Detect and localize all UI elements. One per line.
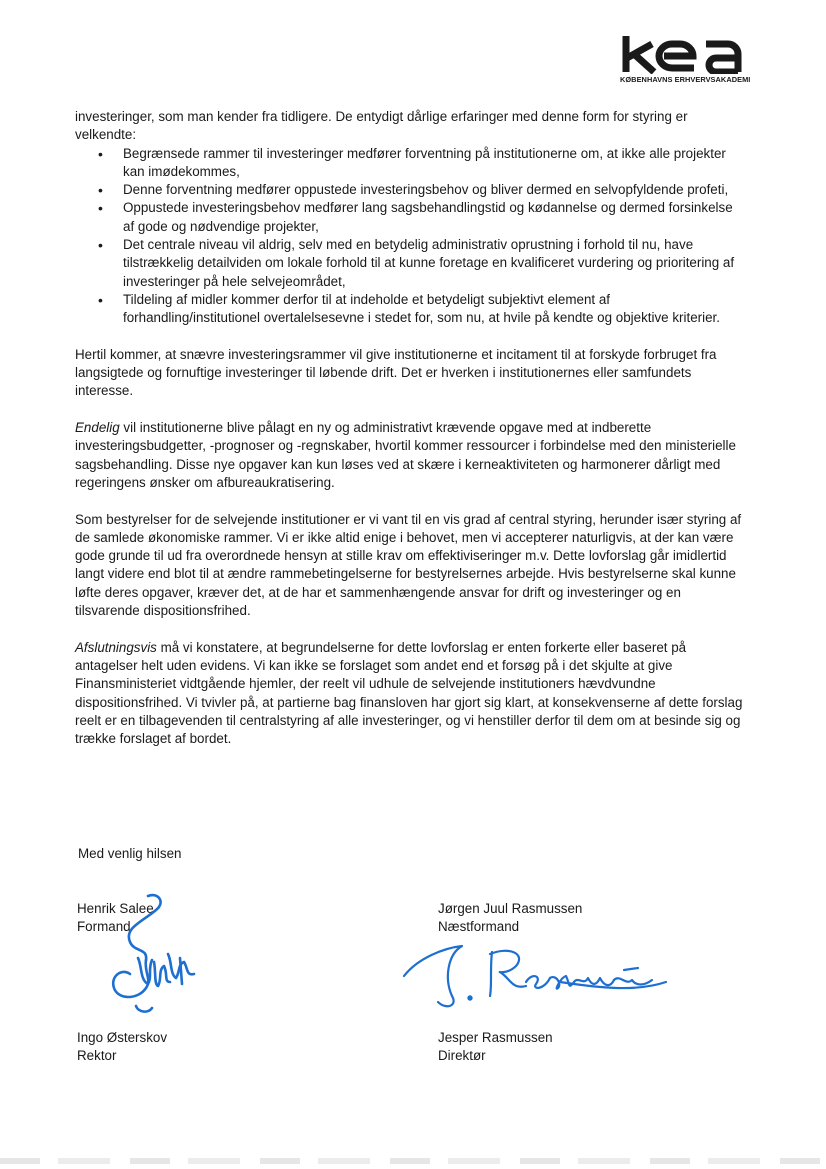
signatory-role: Formand <box>77 919 131 934</box>
signatory-name: Jesper Rasmussen <box>438 1030 553 1045</box>
intro-paragraph: investeringer, som man kender fra tidligere. De entydigt dårlige erfaringer med denne form for styring er velkendte: <box>75 109 688 143</box>
concerns-list <box>75 145 743 328</box>
signature-jesper-rasmussen <box>400 938 675 1018</box>
paragraph-endelig <box>75 419 743 492</box>
signatory-role: Rektor <box>77 1048 117 1063</box>
signatory-name: Henrik Salee <box>77 901 154 916</box>
signatory-name: Ingo Østerskov <box>77 1030 168 1045</box>
paragraph-hertil: Hertil kommer, at snævre investeringsrammer vil give institutionerne et incitament til at forskyde forbruget fra langsigtede og fornuftige investeringer til løbende drift. Det er hverken i institutionernes eller samfundets interesse. <box>75 346 717 399</box>
kea-logo-subtitle: KØBENHAVNS ERHVERVSAKADEMI <box>620 75 751 84</box>
scan-artifact-line <box>0 1158 826 1164</box>
closing-greeting: Med venlig hilsen <box>78 846 182 861</box>
list-item: • Det centrale niveau vil aldrig, selv med en betydelig administrativ oprustning i forhold til nu, have tilstrækkelig detailviden om lokale forhold til at kunne foretage en kvalificeret vurdering og prioritering af investeringer på hele selvejeområdet, <box>75 236 743 291</box>
paragraph-endelig-text: vil institutionerne blive pålagt en ny og administrativt krævende opgave med at indberette investeringsbudgetter, -prognoser og -regnskaber, hvortil kommer ressourcer i forbindelse med den ministerielle sagsbehandling. Disse nye opgaver kan kun løses ved at skære i kerneaktiviteten og harmonerer dårligt med regeringens ønsker om afbureaukratisering. <box>75 420 736 490</box>
list-item: • Denne forventning medfører oppustede investeringsbehov og bliver dermed en selvopfyldende profeti, <box>75 181 743 199</box>
paragraph-endelig-lead: Endelig <box>75 420 120 436</box>
signature-ingo-osterskov <box>96 888 216 1023</box>
list-item: • Tildeling af midler kommer derfor til at indeholde et betydeligt subjektivt element af forhandling/institutionel overtalelsesevne i stedet for, som nu, at hvile på kendte og objektive kriterier. <box>75 291 743 328</box>
signatory-role: Direktør <box>438 1048 486 1063</box>
kea-logo-mark <box>618 34 758 74</box>
list-item: • Begrænsede rammer til investeringer medfører forventning på institutionerne om, at ikke alle projekter kan imødekommes, <box>75 145 743 182</box>
signatory-role: Næstformand <box>438 919 520 934</box>
kea-logo <box>618 34 758 90</box>
paragraph-afslutning <box>75 639 743 749</box>
letter-body <box>75 108 743 748</box>
paragraph-afslutning-text: må vi konstatere, at begrundelserne for dette lovforslag er enten forkerte eller baseret på antagelser helt uden evidens. Vi kan ikke se forslaget som andet end et forsøg på i det skjulte at give Finansministeriet vidtgående hjemler, der reelt vil udhule de selvejende institutioners hævdvundne dispositionsfrihed. Vi tvivler på, at partierne bag finansloven har gjort sig klart, at konsekvenserne af dette forslag reelt er en tilbagevenden til centralstyring af alle investeringer, og vi henstiller derfor til dem om at besinde sig og trække forslaget af bordet. <box>75 639 743 747</box>
paragraph-bestyrelser: Som bestyrelser for de selvejende institutioner er vi vant til en vis grad af central styring, herunder især styring af de samlede økonomiske rammer. Vi er ikke altid enige i behovet, men vi accepterer naturligvis, at der kan være gode grunde til ud fra overordnede hensyn at stille krav om effektiviseringer m.v. Dette lovforslag går imidlertid langt videre end blot til at ændre rammebetingelserne for bestyrelsernes arbejde. Hvis bestyrelserne skal kunne løfte deres opgaver, kræver det, at de har et sammenhængende ansvar for drift og investeringer og en tilsvarende dispositionsfrihed. <box>75 511 742 619</box>
signatory-name: Jørgen Juul Rasmussen <box>438 901 583 916</box>
paragraph-afslutning-lead: Afslutningsvis <box>75 639 157 655</box>
list-item: • Oppustede investeringsbehov medfører lang sagsbehandlingstid og kødannelse og dermed forsinkelse af gode og nødvendige projekter, <box>75 199 743 236</box>
